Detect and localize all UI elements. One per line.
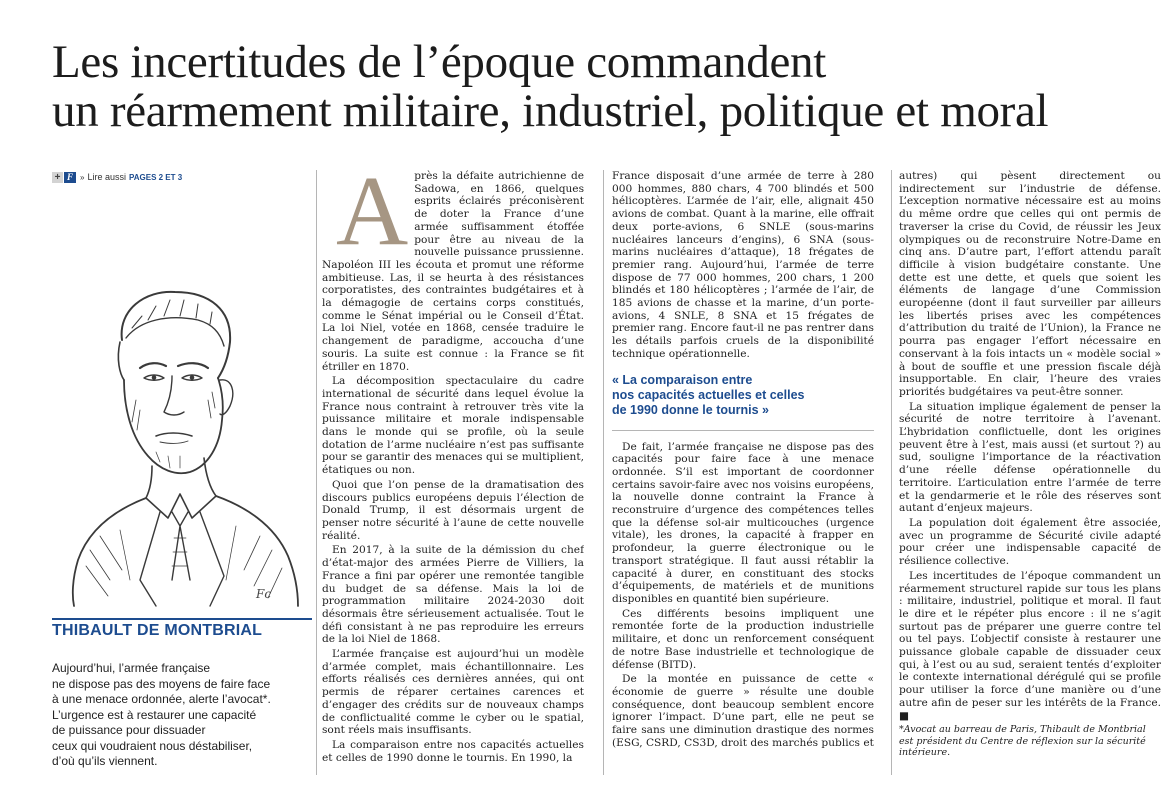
standfirst-line: L’urgence est à restaurer une capacité bbox=[52, 707, 257, 722]
headline bbox=[52, 38, 1152, 136]
article-column-2 bbox=[612, 170, 874, 780]
pull-quote-line: « La comparaison entre bbox=[612, 372, 753, 387]
standfirst-line: Aujourd’hui, l’armée française bbox=[52, 661, 211, 675]
lire-aussi-label: Lire aussi bbox=[87, 172, 126, 182]
article-column-3 bbox=[899, 170, 1161, 780]
pull-quote-rule bbox=[612, 430, 874, 431]
article-paragraph: Ces différents besoins impliquent une remontée forte de la production industrielle militaire, et donc un renforcement conséquent de notre Base industrielle et technologique de défense (BITD). bbox=[612, 607, 874, 671]
illustrator-signature: Fc bbox=[256, 587, 272, 601]
article-paragraph: De la montée en puissance de cette « économie de guerre » résulte une double conséquence, dont beaucoup semblent encore ignorer l’impact. D’une part, elle ne peut se faire sans une diminution drastique des normes (ESG, CSRD, CS3D, droit des marchés publics et bbox=[612, 673, 874, 749]
article-paragraph: La situation implique également de penser la sécurité de notre territoire à l’avenant. L’hybridation conflictuelle, dont les origines peuvent être à l’est, mais aussi (et surtout ?) au sud, souligne l’importance de la réactivation d’une réelle défense opérationnelle du territoire. L’articulation entre l’armée de terre et la gendarmerie et le rôle des réserves sont autant d’enjeux majeurs. bbox=[899, 400, 1161, 515]
pull-quote-line: nos capacités actuelles et celles bbox=[612, 387, 805, 402]
author-byline: THIBAULT DE MONTBRIAL bbox=[52, 618, 312, 640]
article-paragraph: La population doit également être associée, avec un programme de Sécurité civile adapté pour créer une indispensable capacité de résilience collective. bbox=[899, 516, 1161, 568]
figaro-logo-icon: F bbox=[64, 172, 76, 183]
headline-line-1: Les incertitudes de l’époque commandent bbox=[52, 36, 826, 88]
lire-aussi-pages: PAGES 2 ET 3 bbox=[128, 172, 183, 182]
article-paragraph: Les incertitudes de l’époque commandent un réarmement structurel rapide sur tous les plans : militaire, industriel, politique et moral. Il faut le dire et le répéter plus encore : il ne s’agit surtout pas de préparer une guerre contre tel ou tel pays. L’objectif consiste à restaurer une puissance globale capable de dissuader ceux qui, à l’est ou au sud, seraient tentés d’exploiter le contexte international dérégulé qui se profile pour utiliser la force d’une manière ou d’une autre afin de peser sur les intérêts de la France. ■ bbox=[899, 569, 1161, 722]
author-portrait-illustration bbox=[60, 280, 310, 610]
standfirst-line: de puissance pour dissuader bbox=[52, 723, 206, 737]
article-paragraph: Quoi que l’on pense de la dramatisation des discours publics européens depuis l’élection de Donald Trump, il est désormais urgent de penser notre sécurité à l’aune de cette nouvelle réalité. bbox=[322, 478, 584, 542]
column-divider bbox=[316, 170, 317, 775]
author-footnote: *Avocat au barreau de Paris, Thibault de Montbrial est président du Centre de réflexion sur la sécurité intérieure. bbox=[899, 724, 1146, 759]
article-paragraph: La décomposition spectaculaire du cadre international de sécurité dans lequel évolue la France nous contraint à retrouver très vite la puissance militaire et morale indispensable dans le monde qui se profile, où la seule dotation de l’arme nucléaire n’est pas suffisante pour se garantir des menaces qui se multiplient, étatiques ou non. bbox=[322, 375, 584, 477]
article-paragraph: France disposait d’une armée de terre à 280 000 hommes, 880 chars, 4 700 blindés et 500 hélicoptères. L’armée de l’air, elle, alignait 450 avions de combat. Quant à la marine, elle offrait deux porte-avions, 6 SNLE (sous-marins nucléaires lanceurs d’engins), 6 SNA (sous-marins nucléaires d’attaque), 18 frégates de premier rang. Aujourd’hui, l’armée de terre dispose de 77 000 hommes, 200 chars, 1 200 blindés et 180 hélicoptères ; l’armée de l’air, de 185 avions de chasse et la marine, d’un porte-avions, 4 SNLE, 8 SNA et 15 frégates de premier rang. Encore faut-il ne pas rentrer dans les détails parfois cruels de la disponibilité technique opérationnelle. bbox=[612, 170, 874, 360]
article-paragraph: près la défaite autrichienne de Sadowa, en 1866, quelques esprits éclairés préconisèrent de doter la France d’une armée suffisamment étoffée pour être au niveau de la nouvelle puissance prussienne. Napoléon III les écouta et promut une réforme ambitieuse. Las, il se heurta à des résistances corporatistes, des contraintes budgétaires et à la démagogie de certains corps constitués, comme le Sénat impérial ou le Conseil d’État. La loi Niel, votée en 1868, censée traduire le changement de paradigme, accoucha d’une souris. La suite est connue : la France se fit étriller en 1870. bbox=[322, 170, 584, 373]
pull-quote-line: de 1990 donne le tournis » bbox=[612, 402, 769, 417]
standfirst-line: d’où qu’ils viennent. bbox=[52, 754, 158, 768]
double-chevron-icon: » bbox=[80, 172, 85, 182]
pull-quote bbox=[612, 373, 874, 418]
drop-cap: A bbox=[336, 170, 409, 266]
plus-icon: + bbox=[52, 172, 63, 183]
article-paragraph: autres) qui pèsent directement ou indirectement sur l’industrie de défense. L’exception normative nécessaire est au moins du même ordre que celles qui ont permis de traverser la crise du Covid, de réussir les Jeux olympiques ou de reconstruire Notre-Dame en cinq ans. D’autre part, l’effort attendu paraît difficile à vision budgétaire constante. Une dette est une dette, et quels que soient les éléments de langage d’une Commission européenne (dont il faut surveiller par ailleurs les libertés prises avec les compétences d’attribution du traité de l’Union), la France ne pourra pas engager l’effort nécessaire en conservant à la fois intacts un « modèle social » à bout de souffle et une pression fiscale déjà insupportable. En clair, l’heure des vraies priorités budgétaires va peut-être sonner. bbox=[899, 170, 1161, 398]
article-paragraph: La comparaison entre nos capacités actuelles et celles de 1990 donne le tournis. En 1990, la bbox=[322, 738, 584, 764]
article-column-1 bbox=[322, 170, 584, 780]
standfirst-line: ne dispose pas des moyens de faire face bbox=[52, 676, 271, 691]
article-paragraph: L’armée française est aujourd’hui un modèle d’armée complet, mais échantillonnaire. Les efforts réalisés ces dernières années, qui ont permis de réparer certaines carences et d’engager des crédits sur de nouveaux champs de conflictualité comme le cyber ou le spatial, sont réels mais insuffisants. bbox=[322, 648, 584, 737]
article-paragraph: De fait, l’armée française ne dispose pas des capacités pour faire face à une menace ordonnée. S’il est important de coordonner certains savoir-faire avec nos voisins européens, la nouvelle donne contraint la France à reconstruire d’urgence des compétences telles que la défense sol-air multicouches (urgence vitale), les drones, la capacité à frapper en profondeur, la guerre électronique ou le transport stratégique. Il faut aussi rétablir la capacité à durer, en constituant des stocks d’équipements, de matériels et de munitions disponibles en quantité bien supérieure. bbox=[612, 440, 874, 605]
column-divider bbox=[891, 170, 892, 775]
column-divider bbox=[603, 170, 604, 775]
standfirst-line: ceux qui voudraient nous déstabiliser, bbox=[52, 738, 253, 753]
article-paragraph: En 2017, à la suite de la démission du chef d’état-major des armées Pierre de Villiers, la France a fini par opérer une remontée tangible du budget de sa défense. Mais la loi de programmation militaire 2024-2030 doit désormais être sérieusement actualisée. Tout le défi consistant à ne pas reproduire les erreurs de la loi Niel de 1868. bbox=[322, 544, 584, 646]
headline-line-2: un réarmement militaire, industriel, politique et moral bbox=[52, 85, 1049, 137]
standfirst bbox=[52, 661, 314, 770]
lire-aussi-link[interactable] bbox=[52, 171, 182, 183]
standfirst-line: à une menace ordonnée, alerte l’avocat*. bbox=[52, 692, 271, 706]
